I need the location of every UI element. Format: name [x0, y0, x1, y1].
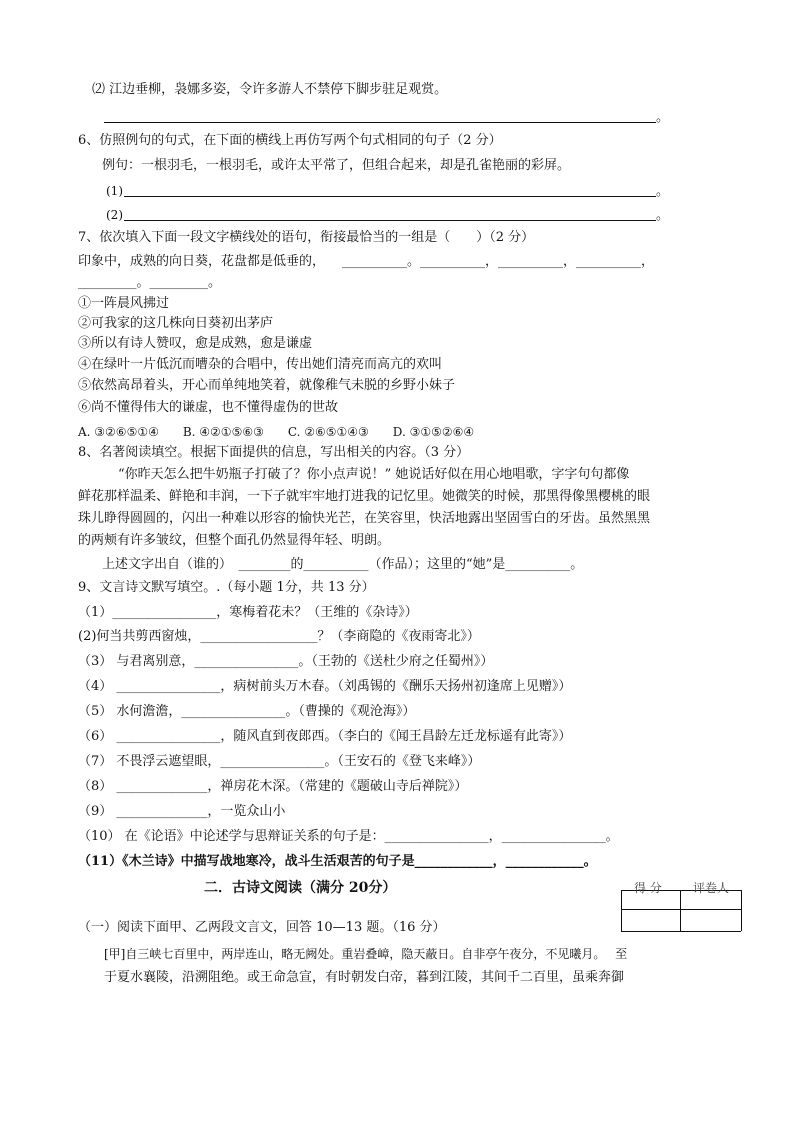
q7-option: ②可我家的这几株向日葵初出茅庐: [78, 316, 274, 331]
q7-lead-end[interactable]: _________。_________。: [78, 275, 222, 290]
grader-input-cell[interactable]: [681, 910, 740, 931]
q9-item[interactable]: （7） 不畏浮云遮望眼，________________。（王安石的《登飞来峰》）: [78, 754, 481, 769]
q8-passage-line: 鲜花那样温柔、鲜艳和丰润，一下子就牢牢地打进我的记忆里。她微笑的时候，那黑得像黑樱桃的眼: [78, 489, 651, 504]
q8-title: 8、名著阅读填空。根据下面提供的信息，写出相关的内容。（3 分）: [78, 445, 470, 460]
q7-option: ⑤依然高昂着头，开心而单纯地笑着，就像稚气未脱的乡野小妹子: [78, 378, 456, 393]
q6-period-2: 。: [656, 208, 670, 223]
q6-blank1-label: (1): [106, 184, 123, 198]
q5-period: 。: [656, 110, 670, 125]
reading1-text-line: 于夏水襄陵，沿溯阻绝。或王命急宣，有时朝发白帝，暮到江陵，其间千二百里，虽乘奔御: [104, 970, 625, 985]
q7-option: ⑥尚不懂得伟大的谦虚，也不懂得虚伪的世故: [78, 400, 339, 415]
q6-blank2-label: (2): [106, 208, 123, 222]
q5-answer-line[interactable]: [104, 122, 656, 123]
q8-passage-line: 珠儿睁得圆圆的，闪出一种难以形容的愉快光芒，在笑容里，快活地露出坚固雪白的牙齿。虽然黑黑: [78, 511, 651, 526]
reading1-text-line: [甲]自三峡七百里中，两岸连山，略无阙处。重岩叠嶂，隐天蔽日。自非亭午夜分，不见曦月。 至: [104, 947, 628, 961]
score-table-right-edge: [741, 890, 742, 931]
q9-item[interactable]: （4） ________________，病树前头万木春。（刘禹锡的《酬乐天扬州初逢席上见赠》）: [78, 679, 572, 694]
q9-item[interactable]: (2)何当共剪西窗烛，__________________？（李商隐的《夜雨寄北》）: [78, 629, 480, 644]
q9-item[interactable]: （1）________________，寒梅着花未？（王维的《杂诗》）: [78, 605, 418, 620]
section2-heading: 二．古诗文阅读（满分 20分）: [204, 880, 397, 896]
q7-option: ③所以有诗人赞叹，愈是成熟，愈是谦虚: [78, 336, 313, 351]
q9-item[interactable]: （6） ________________，随风直到夜郎西。（李白的《闻王昌龄左迁龙标遥有此寄》）: [78, 729, 572, 744]
q9-item[interactable]: （5） 水何澹澹，________________。（曹操的《观沧海》）: [78, 704, 416, 719]
q7-option: ④在绿叶一片低沉而嘈杂的合唱中，传出她们清亮而高亢的欢叫: [78, 357, 443, 372]
score-input-cell[interactable]: [622, 910, 680, 931]
q5-item-2: ⑵ 江边垂柳，袅娜多姿，令许多游人不禁停下脚步驻足观赏。: [92, 82, 448, 97]
q8-fill-line[interactable]: 上述文字出自（谁的） ________的__________（作品）；这里的“她”是__________。: [102, 557, 584, 572]
q9-item[interactable]: （8） ______________，禅房花木深。（常建的《题破山寺后禅院》）: [78, 779, 468, 794]
q9-item[interactable]: （9） ______________，一览众山小: [78, 804, 286, 819]
reading1-title: （一）阅读下面甲、乙两段文言文，回答 10—13 题。（16 分）: [78, 920, 446, 935]
q9-item[interactable]: （10） 在《论语》中论述学与思辩证关系的句子是：________________，________________。: [78, 829, 619, 844]
q7-choices: A. ③②⑥⑤①④ B. ④②①⑤⑥③ C. ②⑥⑤①④③ D. ③①⑤②⑥④: [78, 425, 475, 439]
q8-passage-line: “你昨天怎么把牛奶瓶子打破了？你小点声说！” 她说话好似在用心地唱歌，字字句句都像: [118, 467, 630, 482]
q6-example: 例句：一根羽毛，一根羽毛，或许太平常了，但组合起来，却是孔雀艳丽的彩屏。: [102, 158, 571, 173]
q9-title: 9、文言诗文默写填空。.（每小题 1分，共 13 分）: [78, 580, 375, 595]
q8-passage-line: 的两颊有许多皱纹，但整个面孔仍然显得年轻、明朗。: [78, 533, 391, 548]
q7-lead: 印象中，成熟的向日葵，花盘都是低垂的，: [78, 254, 326, 269]
q6-answer-line-2[interactable]: [124, 220, 656, 221]
q7-title: 7、依次填入下面一段文字横线处的语句，衔接最恰当的一组是（ ）（2 分）: [78, 230, 535, 245]
q6-answer-line-1[interactable]: [124, 196, 656, 197]
q6-period-1: 。: [656, 184, 670, 199]
q6-title: 6、仿照例句的句式，在下面的横线上再仿写两个句式相同的句子（2 分）: [78, 133, 502, 148]
q9-item[interactable]: （11）《木兰诗》中描写战地寒冷，战斗生活艰苦的句子是____________，____________。: [78, 854, 597, 869]
q9-item[interactable]: （3） 与君离别意，________________。（王勃的《送杜少府之任蜀州》）: [78, 654, 494, 669]
score-label: 得 分: [634, 881, 662, 895]
q7-lead-blanks[interactable]: __________。__________，__________，__________，: [342, 254, 654, 269]
score-table-bottom-edge: [621, 931, 741, 932]
grader-label: 评卷人: [693, 881, 730, 895]
q7-option: ①一阵晨风拂过: [78, 296, 170, 311]
